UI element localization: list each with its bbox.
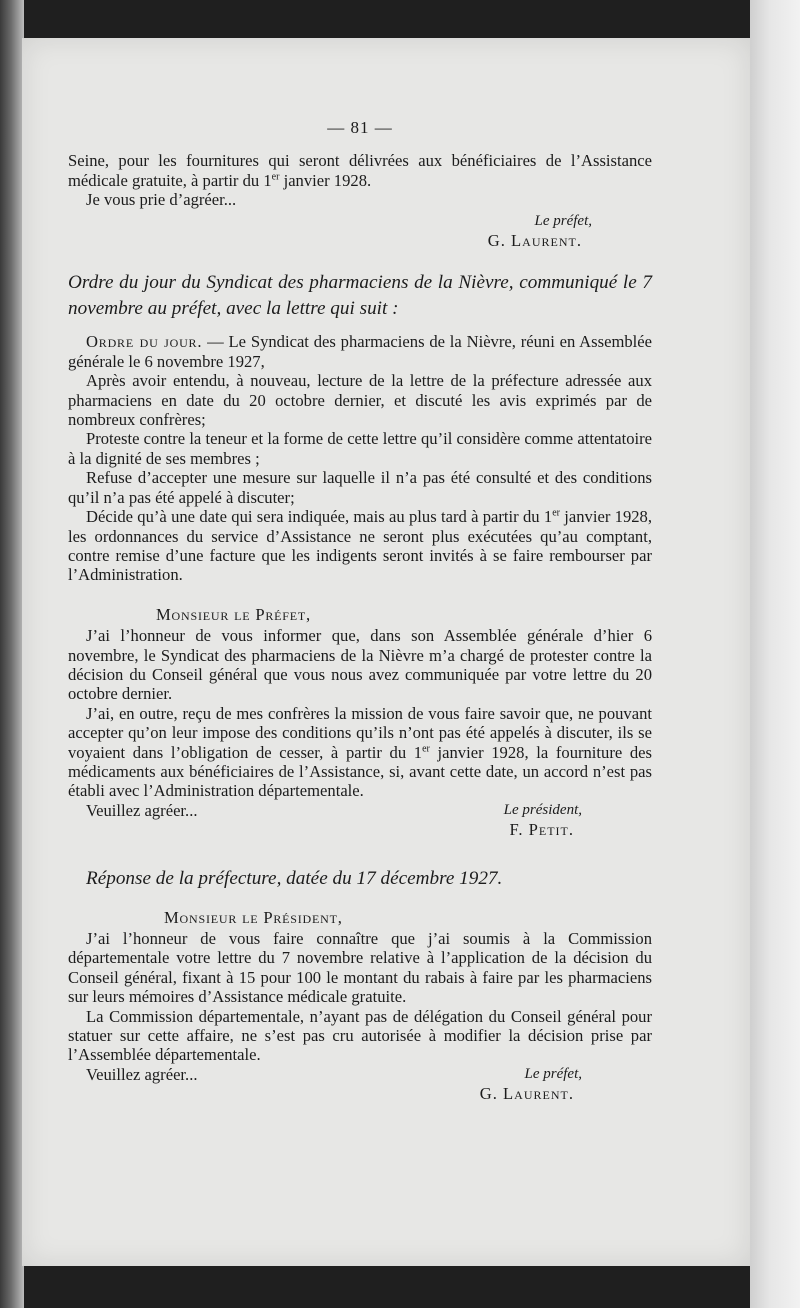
letter-salutation: Monsieur le Président, xyxy=(164,907,343,927)
letter-text-end: janvier 1928, la fourniture des médicaments aux bénéficiaires de l’Assistance, si, avant cette date, un accord n’est pas établi avec l’Administration départementale. xyxy=(68,742,652,801)
closing-and-signature xyxy=(68,801,652,820)
continuation-text: Seine, pour les fournitures qui seront délivrées aux bénéficiaires de l’Assistance médicale gratuite, à partir du 1 xyxy=(68,151,652,190)
signature-title: Le préfet, xyxy=(524,1065,582,1082)
ordre-label: Ordre du jour. xyxy=(86,332,203,352)
ordre-paragraph xyxy=(68,332,652,371)
closing-formula: Veuillez agréer... xyxy=(86,800,198,820)
closing-and-signature xyxy=(68,1065,652,1084)
ordinal-sup: er xyxy=(422,743,430,755)
scan-right-edge xyxy=(750,0,800,1308)
ordre-paragraph: Après avoir entendu, à nouveau, lecture de la lettre de la préfecture adressée aux pharmaciens en date du 20 octobre dernier, et discuté les avis exprimés par de nombreux confrères; xyxy=(68,371,652,430)
ordinal-sup: er xyxy=(552,507,560,519)
page-number: — 81 — xyxy=(327,118,393,137)
ordre-text: Décide qu’à une date qui sera indiquée, mais au plus tard à partir du 1 xyxy=(86,507,553,527)
letter-salutation: Monsieur le Préfet, xyxy=(156,604,311,624)
signature-title: Le président, xyxy=(503,801,582,818)
ordre-paragraph xyxy=(68,507,652,585)
letter-paragraph: J’ai l’honneur de vous informer que, dans son Assemblée générale d’hier 6 novembre, le Syndicat des pharmaciens de la Nièvre m’a chargé de protester contre la décision du Conseil général que vous nous avez communiquée par votre lettre du 20 octobre dernier. xyxy=(68,626,652,704)
letter-text: J’ai, en outre, reçu de mes confrères la mission de vous faire savoir que, ne pouvant accepter qu’on leur impose des conditions qu’ils n’ont pas été appelés à discuter, ils se voyaient dans l’obligation de cesser, à partir du 1 xyxy=(68,703,652,762)
paragraph-continuation xyxy=(68,151,652,190)
continuation-text-end: janvier 1928. xyxy=(279,170,372,190)
letter-paragraph xyxy=(68,704,652,801)
signature-name xyxy=(68,231,652,250)
ordre-text: — Le Syndicat des pharmaciens de la Nièvre, réuni en Assemblée générale le 6 novembre 1927, xyxy=(68,332,652,371)
signature-name-text: G. Laurent. xyxy=(487,231,582,251)
signature-name: G. Laurent. xyxy=(479,1084,574,1104)
scan-left-edge xyxy=(0,0,24,1308)
signature-name: F. Petit. xyxy=(509,820,574,840)
page-content xyxy=(68,118,652,1104)
section-heading: Ordre du jour du Syndicat des pharmaciens de la Nièvre, communiqué le 7 novembre au préfet, avec la lettre qui suit : xyxy=(68,272,652,320)
signature-title-text: Le préfet, xyxy=(534,212,592,229)
signature-title xyxy=(68,210,652,231)
letter-paragraph: La Commission départementale, n’ayant pas de délégation du Conseil général pour statuer sur cette affaire, ne s’est pas cru autorisée à modifier la décision prise par l’Assemblée départementale. xyxy=(68,1006,652,1065)
ordre-text-end: janvier 1928, les ordonnances du service d’Assistance ne seront plus exécutées qu’au comptant, contre remise d’une facture que les indigents seront invités à se faire rembourser par l’Administration. xyxy=(68,507,652,585)
ordinal-sup: er xyxy=(271,171,280,183)
closing-formula: Je vous prie d’agréer... xyxy=(86,190,237,210)
ordre-paragraph: Refuse d’accepter une mesure sur laquelle il n’a pas été consulté et des conditions qu’il n’a pas été appelé à discuter; xyxy=(68,468,652,507)
section-heading: Réponse de la préfecture, datée du 17 décembre 1927. xyxy=(86,867,503,889)
closing-formula: Veuillez agréer... xyxy=(86,1064,198,1084)
ordre-paragraph: Proteste contre la teneur et la forme de cette lettre qu’il considère comme attentatoire à la dignité de ses membres ; xyxy=(68,429,652,468)
letter-paragraph: J’ai l’honneur de vous faire connaître que j’ai soumis à la Commission départementale votre lettre du 7 novembre relative à l’application de la décision du Conseil général, fixant à 15 pour 100 le montant du rabais à faire par les pharmaciens sur leurs mémoires d’Assistance médicale gratuite. xyxy=(68,929,652,1007)
